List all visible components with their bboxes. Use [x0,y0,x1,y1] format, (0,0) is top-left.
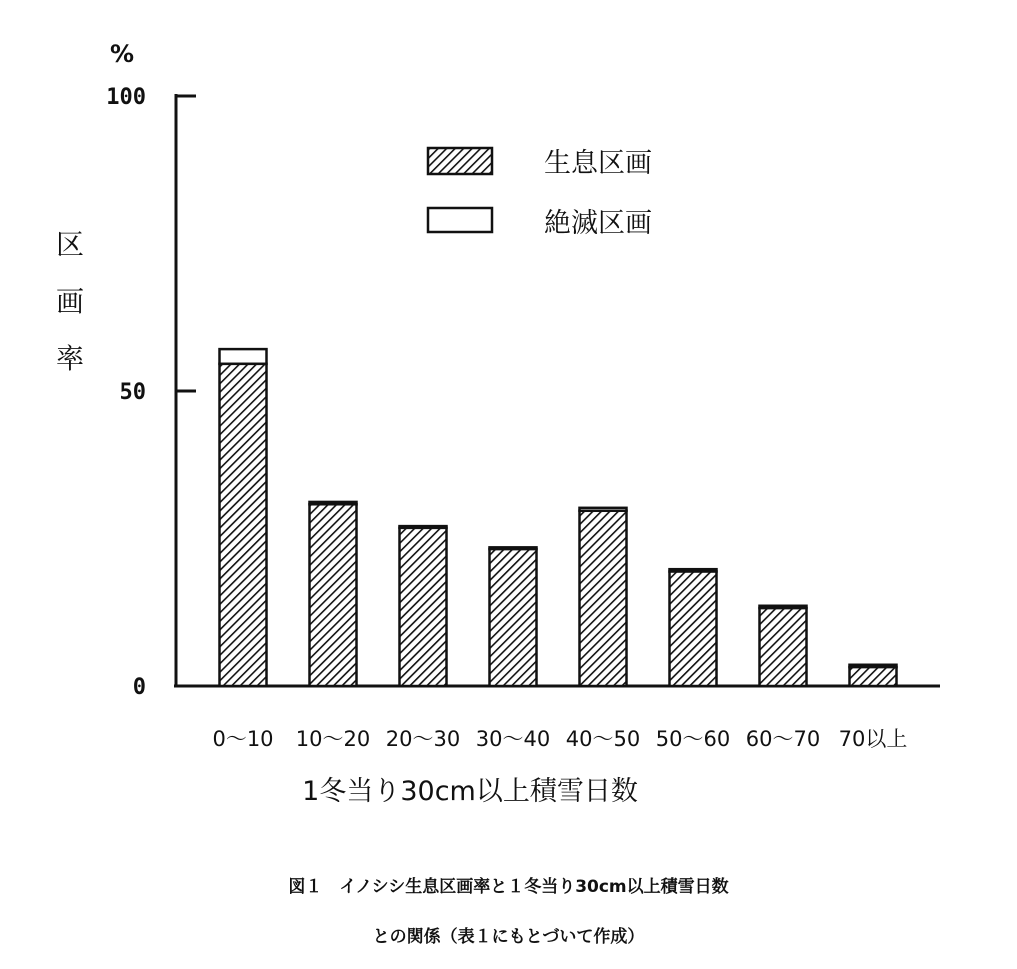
figure-caption-line-2: との関係（表１にもとづいて作成） [372,927,645,947]
bar-inhabited-segment [670,572,717,686]
bars [220,349,897,686]
bar-inhabited-segment [760,608,807,686]
legend-swatch-extinct [428,208,492,232]
y-unit-label: % [109,40,135,68]
figure-caption-line-1: 図１ イノシシ生息区画率と１冬当り30cm以上積雪日数 [288,877,729,897]
bar-extinct-segment [220,349,267,364]
x-tick-label: 20～30 [385,727,461,751]
x-tick-label: 40～50 [565,727,641,751]
bar-inhabited-segment [580,511,627,686]
x-tick-label: 50～60 [655,727,731,751]
axes [174,94,940,687]
x-tick-label: 10～20 [295,727,371,751]
bar-inhabited-segment [220,364,267,686]
y-axis-title-char: 率 [55,342,85,375]
bar-inhabited-segment [490,549,537,686]
x-tick-label: 70以上 [838,727,908,751]
y-tick-label: 0 [132,675,146,700]
x-axis-title: 1冬当り30cm以上積雪日数 [302,776,638,807]
x-tick-label: 60～70 [745,727,821,751]
x-tick-label: 30～40 [475,727,551,751]
bar-inhabited-segment [400,528,447,686]
y-axis-title-char: 画 [55,285,85,318]
legend-label-inhabited: 生息区画 [544,148,652,179]
y-tick-label: 100 [106,85,146,110]
y-axis-title-char: 区 [55,228,85,261]
legend-swatch-inhabited [428,148,492,174]
y-tick-label: 50 [119,380,146,405]
x-tick-label: 0～10 [212,727,274,751]
bar-inhabited-segment [850,667,897,686]
legend [428,148,652,239]
bar-inhabited-segment [310,504,357,686]
legend-label-extinct: 絶滅区画 [544,208,652,239]
